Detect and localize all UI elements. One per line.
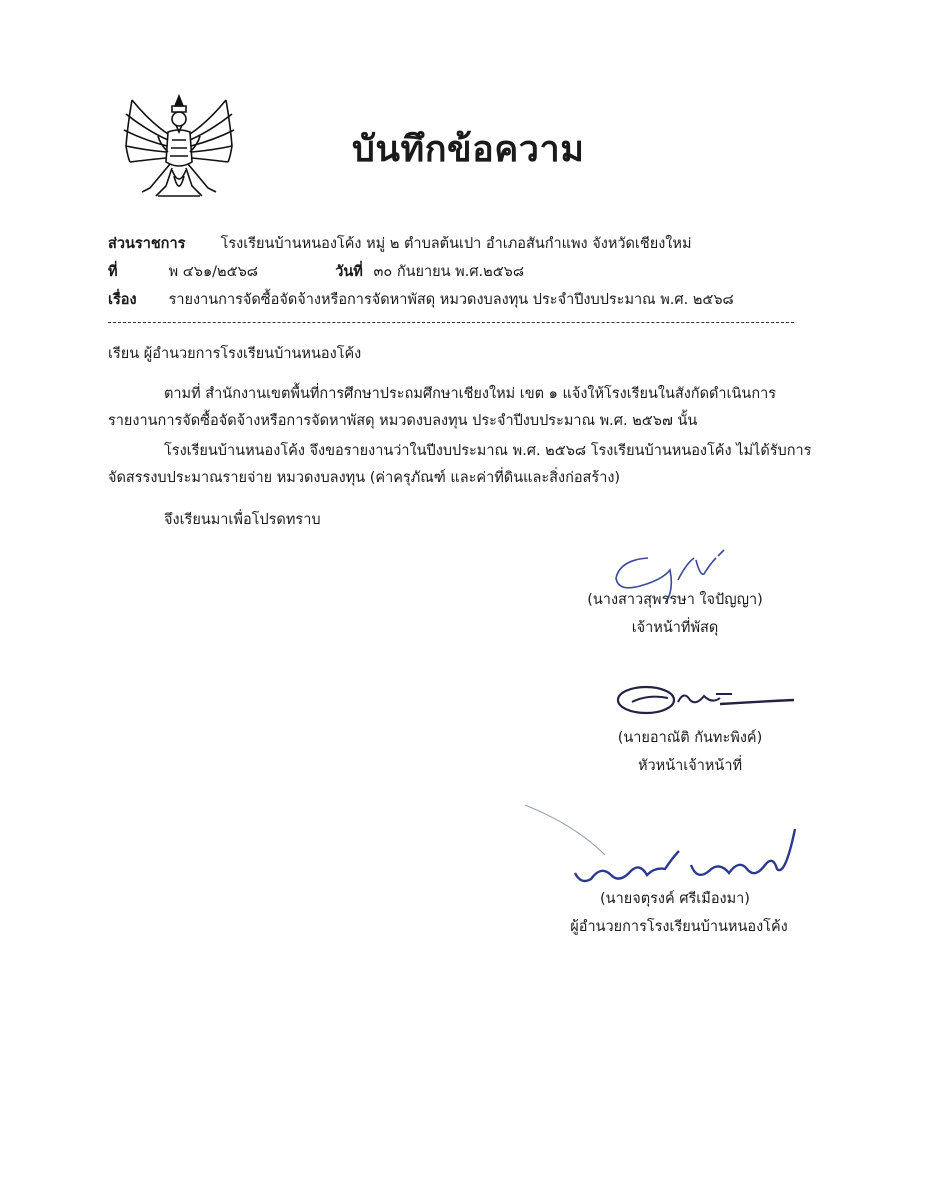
signature-1-name: (นางสาวสุพรรษา ใจปัญญา) <box>587 592 763 608</box>
reference-row <box>108 260 524 283</box>
body-paragraph-1-line-1: ตามที่ สำนักงานเขตพื้นที่การศึกษาประถมศึกษาเชียงใหม่ เขต ๑ แจ้งให้โรงเรียนในสังกัดดำเนินการ <box>164 386 777 402</box>
agency-label: ส่วนราชการ <box>108 236 186 252</box>
body-paragraph-2-line-1: โรงเรียนบ้านหนองโค้ง จึงขอรายงานว่าในปีงบประมาณ พ.ศ. ๒๕๖๘ โรงเรียนบ้านหนองโค้ง ไม่ได้รับการ <box>164 443 812 459</box>
agency-value: โรงเรียนบ้านหนองโค้ง หมู่ ๒ ตำบลต้นเปา อำเภอสันกำแพง จังหวัดเชียงใหม่ <box>220 236 692 252</box>
salutation: เรียน ผู้อำนวยการโรงเรียนบ้านหนองโค้ง <box>108 346 362 362</box>
body-paragraph-1-line-2: รายงานการจัดซื้อจัดจ้างหรือการจัดหาพัสดุ หมวดงบลงทุน ประจำปีงบประมาณ พ.ศ. ๒๕๖๗ นั้น <box>108 413 698 429</box>
body-paragraph-2-line-2: จัดสรรงบประมาณรายจ่าย หมวดงบลงทุน (ค่าครุภัณฑ์ และค่าที่ดินและสิ่งก่อสร้าง) <box>108 470 621 486</box>
signature-2-position: หัวหน้าเจ้าหน้าที่ <box>637 758 743 774</box>
memo-title: บันทึกข้อความ <box>352 129 585 170</box>
date-label: วันที่ <box>335 264 363 280</box>
separator-line <box>108 322 794 323</box>
signature-3-scribble <box>515 795 805 895</box>
signature-2-scribble <box>612 680 802 720</box>
signature-3-position: ผู้อำนวยการโรงเรียนบ้านหนองโค้ง <box>570 919 788 935</box>
subject-value: รายงานการจัดซื้อจัดจ้างหรือการจัดหาพัสดุ หมวดงบลงทุน ประจำปีงบประมาณ พ.ศ. ๒๕๖๘ <box>168 292 734 308</box>
closing-line: จึงเรียนมาเพื่อโปรดทราบ <box>164 512 321 528</box>
signature-1-position: เจ้าหน้าที่พัสดุ <box>631 620 719 636</box>
garuda-emblem-icon <box>120 92 238 204</box>
reference-value: พ ๔๖๑/๒๕๖๘ <box>168 264 258 280</box>
date-value: ๓๐ กันยายน พ.ศ.๒๕๖๘ <box>373 264 525 280</box>
subject-label: เรื่อง <box>108 292 137 308</box>
subject-row <box>108 288 734 311</box>
agency-row <box>108 232 692 255</box>
reference-label: ที่ <box>108 264 118 280</box>
signature-3-name: (นายจตุรงค์ ศรีเมืองมา) <box>600 891 750 907</box>
signature-2-name: (นายอาณัติ กันทะพิงค์) <box>617 730 763 746</box>
